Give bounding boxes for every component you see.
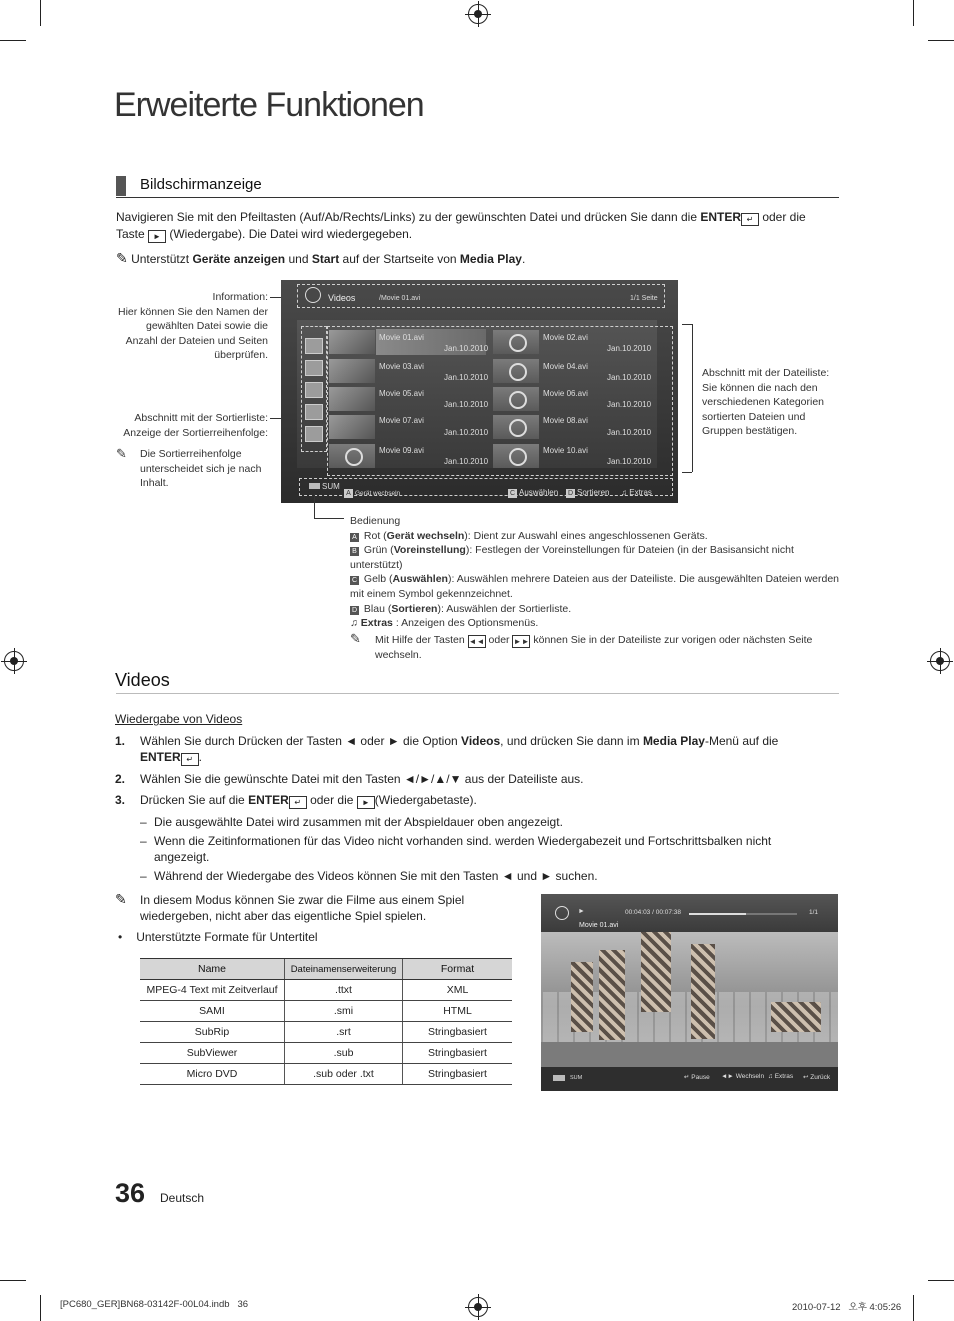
giraffe [771, 1002, 821, 1032]
file-name[interactable]: Movie 02.avi [543, 333, 588, 342]
film-reel-icon [305, 287, 321, 303]
video-frame-image [541, 932, 838, 1067]
step-3: 3. Drücken Sie auf die ENTER ↵ oder die ► (Wiedergabetaste). [115, 793, 477, 807]
callout-line [314, 518, 344, 519]
language-label: Deutsch [160, 1191, 205, 1205]
extras-button[interactable]: ♫ Extras [768, 1073, 794, 1080]
file-date: Jan.10.2010 [444, 373, 489, 382]
extras-button[interactable]: ♫ Extras [621, 488, 652, 497]
left-right-icon: ◄► [721, 1073, 736, 1080]
video-player-screen [541, 894, 838, 1091]
file-date: Jan.10.2010 [444, 428, 489, 437]
giraffe [691, 944, 715, 1039]
file-name[interactable]: Movie 08.avi [543, 416, 588, 425]
crop-mark [40, 0, 41, 26]
red-key-icon: A [350, 533, 359, 542]
file-name: Movie 01.avi [579, 922, 619, 929]
video-thumbnail [329, 359, 375, 383]
table-row: Micro DVD .sub oder .txt Stringbasiert [140, 1064, 512, 1085]
extras-icon: ♫ [621, 488, 630, 497]
category-icon[interactable] [305, 360, 323, 376]
crop-mark [40, 1295, 41, 1321]
video-thumbnail [493, 387, 539, 411]
registration-mark-icon [468, 1297, 488, 1317]
file-date: Jan.10.2010 [607, 400, 652, 409]
file-name[interactable]: Movie 04.avi [543, 362, 588, 371]
note-line: ✎ In diesem Modus können Sie zwar die Filme aus einem Spiel wiedergeben, nicht aber das eigentliche Spiel spielen. [115, 891, 465, 923]
note-pencil-icon: ✎ [350, 630, 361, 646]
footer-file: [PC680_GER]BN68-03142F-00L04.indb 36 [60, 1299, 249, 1310]
file-name[interactable]: Movie 07.avi [379, 416, 424, 425]
note-pencil-icon: ✎ [116, 250, 128, 266]
favorite-icon[interactable] [305, 426, 323, 442]
date-icon[interactable] [305, 382, 323, 398]
section-heading: Bildschirmanzeige [140, 176, 262, 193]
table-row: SubRip .srt Stringbasiert [140, 1022, 512, 1043]
return-icon: ↩ [803, 1074, 811, 1081]
screen-path: /Movie 01.avi [379, 295, 421, 302]
crop-mark [0, 1280, 26, 1281]
files-callout: Abschnitt mit der Dateiliste: Sie können die nach den verschiedenen Kategorien sortierten Dateien und Gruppen bestätigen. [702, 367, 830, 438]
forward-key-icon: ►► [513, 636, 530, 646]
file-date: Jan.10.2010 [607, 428, 652, 437]
table-header: Format [403, 959, 513, 980]
video-thumbnail [493, 444, 539, 468]
extras-icon: ♫ [350, 617, 361, 630]
sum-label: SUM [570, 1075, 583, 1081]
intro-paragraph: Navigieren Sie mit den Pfeiltasten (Auf/Ab/Rechts/Links) zu der gewünschten Datei und drücken Sie dann die ENTER ↵ oder die Taste ► (Wiedergabe). Die Datei wird wiedergegeben. [116, 210, 806, 241]
callout-line [314, 494, 315, 518]
crop-mark [0, 40, 26, 41]
giraffe [599, 950, 625, 1040]
registration-mark-icon [468, 4, 488, 24]
video-thumbnail [329, 387, 375, 411]
crop-mark [928, 1280, 954, 1281]
play-key-icon: ► [357, 796, 375, 809]
sort-note: ✎ Die Sortierreihenfolge unterscheidet sich je nach Inhalt. [116, 446, 262, 490]
note-pencil-icon: ✎ [116, 446, 127, 461]
yellow-key-icon: C [351, 577, 358, 585]
enter-key-icon: ↵ [181, 753, 199, 766]
file-date: Jan.10.2010 [444, 400, 489, 409]
play-key-icon: ► [148, 230, 166, 243]
page-number: 36 [115, 1178, 146, 1208]
table-header: Dateinamenserweiterung [285, 959, 403, 980]
video-thumbnail [329, 415, 375, 439]
file-count: 1/1 [809, 909, 819, 916]
table-row: SAMI .smi HTML [140, 1001, 512, 1022]
file-date: Jan.10.2010 [607, 344, 652, 353]
video-thumbnail [329, 444, 375, 468]
subtitle-formats-table [140, 958, 512, 1085]
video-thumbnail [493, 415, 539, 439]
pause-button[interactable]: ↵ Pause [684, 1074, 710, 1081]
subheading: Wiedergabe von Videos [115, 712, 243, 726]
info-callout: Information: Hier können Sie den Namen der gewählten Datei sowie die Anzahl der Dateien und Seiten überprüfen. [117, 291, 268, 362]
section-heading: Videos [115, 670, 170, 690]
category-icon[interactable] [305, 404, 323, 420]
controls-description: Bedienung A Rot (Gerät wechseln): Dient zur Auswahl eines angeschlossenen Geräts. B Grün (Voreinstellung): Festlegen der Voreinstellungen für Dateien (in der Basisansicht nicht unterstützt) C Gelb (Auswählen): Auswählen mehrere Dateien aus der Dateiliste. Die ausgewählten Dateien werden mit einem Symbol gekennzeichnet. D Blau (Sortieren): Auswählen der Sortierliste. ♫ Extras : Anzeigen des Optionsmenüs. ✎ Mit Hilfe der Tasten ◄◄ oder ►► können Sie in der Dateiliste zur vorigen oder nächsten Seite wechseln. [350, 515, 840, 661]
screen-page: 1/1 Seite [630, 295, 658, 302]
extras-icon: ♫ [768, 1073, 775, 1080]
switch-button[interactable]: ◄► Wechseln [721, 1073, 765, 1080]
sum-label: SUM [322, 482, 340, 491]
back-button[interactable]: ↩ Zurück [803, 1074, 831, 1081]
file-name[interactable]: Movie 03.avi [379, 362, 424, 371]
film-reel-icon [555, 906, 569, 920]
screen-title: Videos [328, 293, 356, 303]
step-2: 2. Wählen Sie die gewünschte Datei mit den Tasten ◄/►/▲/▼ aus der Dateiliste aus. [115, 772, 584, 786]
giraffe [571, 962, 593, 1032]
play-state-icon: ► [578, 908, 585, 915]
registration-mark-icon [4, 651, 24, 671]
page-title: Erweiterte Funktionen [114, 86, 424, 124]
enter-key-icon: ↵ [684, 1074, 692, 1081]
callout-bracket [682, 472, 692, 473]
enter-key-icon: ↵ [289, 796, 307, 809]
ground [541, 1042, 838, 1067]
section-rule [116, 197, 839, 198]
crop-mark [913, 1295, 914, 1321]
sort-button[interactable]: D Sortieren [567, 488, 610, 497]
dash-list: – Die ausgewählte Datei wird zusammen mit der Abspieldauer oben angezeigt. – Wenn die Zeitinformationen für das Video nicht vorhanden sind. werden Wiedergabezeit und Fortschrittsbalken nicht angezeigt. – Während der Wiedergabe des Videos können Sie mit den Tasten ◄ und ► suchen. [140, 815, 772, 883]
progress-track[interactable] [689, 913, 797, 915]
file-date: Jan.10.2010 [444, 457, 489, 466]
step-1: 1. Wählen Sie durch Drücken der Tasten ◄ oder ► die Option Videos, und drücken Sie dann im Media Play-Menü auf die ENTER ↵ . [115, 734, 779, 764]
green-key-icon: B [350, 547, 359, 556]
note-pencil-icon: ✎ [115, 891, 127, 907]
file-date: Jan.10.2010 [444, 344, 489, 353]
file-name[interactable]: Movie 05.avi [379, 389, 424, 398]
table-row: MPEG-4 Text mit Zeitverlauf .ttxt XML [140, 980, 512, 1001]
video-thumbnail [493, 359, 539, 383]
file-name[interactable]: Movie 06.avi [543, 389, 588, 398]
footer-date: 2010-07-12 오후 4:05:26 [792, 1302, 902, 1313]
file-date: Jan.10.2010 [607, 373, 652, 382]
callout-bracket [692, 324, 693, 472]
rewind-key-icon: ◄◄ [468, 636, 485, 646]
table-header: Name [140, 959, 285, 980]
file-name: Movie 01.avi [379, 333, 424, 342]
sum-icon [309, 483, 320, 489]
giraffe [641, 932, 671, 1012]
note-line: ✎ Unterstützt Geräte anzeigen und Start auf der Startseite von Media Play. [116, 250, 526, 266]
callout-bracket [682, 324, 692, 325]
folder-icon[interactable] [305, 338, 323, 354]
bullet-item: • Unterstützte Formate für Untertitel [118, 930, 318, 944]
media-play-screen [281, 280, 678, 503]
table-row: SubViewer .sub Stringbasiert [140, 1043, 512, 1064]
registration-mark-icon [930, 651, 950, 671]
device-switch-button[interactable]: A Gerät wechseln [344, 482, 400, 500]
crop-mark [928, 40, 954, 41]
progress-fill [689, 913, 746, 915]
sum-icon [553, 1075, 565, 1081]
file-date: Jan.10.2010 [607, 457, 652, 466]
time-display: 00:04:03 / 00:07:38 [625, 909, 682, 916]
blue-key-icon: D [351, 606, 358, 614]
crop-mark [913, 0, 914, 26]
video-thumbnail [493, 330, 539, 354]
sort-callout: Abschnitt mit der Sortierliste: Anzeige der Sortierreihenfolge: [123, 412, 268, 439]
section-marker [116, 176, 126, 196]
video-thumbnail [329, 330, 375, 354]
file-name[interactable]: Movie 09.avi [379, 446, 424, 455]
file-name[interactable]: Movie 10.avi [543, 446, 588, 455]
enter-key-icon: ↵ [741, 213, 759, 226]
select-button[interactable]: C Auswählen [509, 488, 559, 497]
section-rule [116, 693, 839, 694]
